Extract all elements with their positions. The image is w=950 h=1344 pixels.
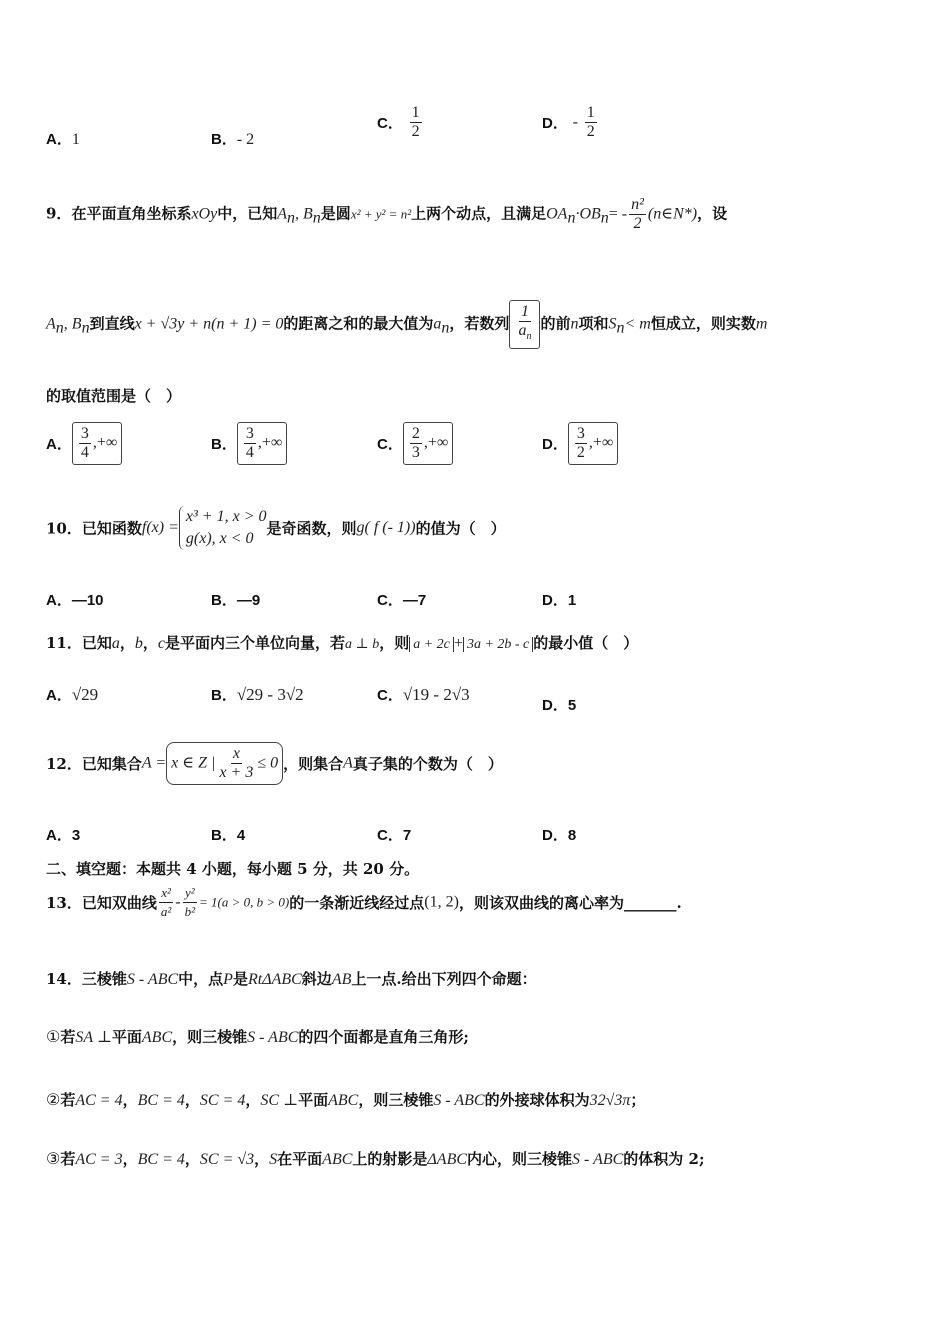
q8-option-b bbox=[211, 128, 254, 149]
q10-line: 10．已知函数f(x) = x³ + 1, x > 0 g(x), x < 0 是奇函数，则g( f (- 1))的值为（ ） bbox=[46, 506, 506, 550]
q9-line-3: 的取值范围是（ ） bbox=[46, 387, 182, 405]
fraction: $\frac{\text{n²}}{2}$ bbox=[631, 196, 644, 232]
fraction: $\frac{1}{a_n}$ bbox=[518, 303, 532, 343]
q9-line-2: $A_n$, $B_n$到直线x + √3y + n(n + 1) = 0的距离之和的最大值为$a_n$，若数列 $\frac{1}{a_n}$ 的前n项和$S_n< m$恒成立，则实数m bbox=[46, 300, 767, 349]
q9-option-d: D． $\frac{3}{2}$ ,+∞ bbox=[542, 422, 618, 465]
q10-option-b: B．—9 bbox=[211, 592, 261, 609]
q14-statement-3: ③若AC = 3，BC = 4，SC = √3，S在平面ABC上的射影是ΔABC内心，则三棱锥S - ABC的体积为 2; bbox=[46, 1149, 705, 1168]
q11-option-a: A．√29 bbox=[46, 685, 99, 704]
option-label: C． bbox=[377, 115, 403, 132]
q12-option-b: B．4 bbox=[211, 827, 246, 844]
q10-option-d: D．1 bbox=[542, 592, 577, 609]
q11-option-d: D．5 bbox=[542, 697, 577, 714]
q14-statement-2: ②若AC = 4，BC = 4，SC = 4，SC ⊥平面ABC，则三棱锥S - ABC的外接球体积为32√3π； bbox=[46, 1090, 646, 1109]
q8-option-a bbox=[46, 128, 80, 149]
q11-option-b: B．√29 - 3√2 bbox=[211, 685, 304, 704]
option-fraction: $\frac{1}{2}$ bbox=[586, 104, 595, 140]
q8-option-c bbox=[377, 104, 424, 141]
q9-option-c: C． $\frac{2}{3}$ ,+∞ bbox=[377, 422, 453, 465]
q12-option-d: D．8 bbox=[542, 827, 577, 844]
option-value: 1 bbox=[71, 131, 80, 148]
option-label: B． bbox=[211, 131, 237, 148]
q9-option-b: B． $\frac{3}{4}$ ,+∞ bbox=[211, 422, 287, 465]
q8-option-d: D． - $\frac{1}{2}$ bbox=[542, 104, 595, 140]
q9-option-a: A． $\frac{3}{4}$ ,+∞ bbox=[46, 422, 122, 465]
q13-line: 13．已知双曲线 $\frac{\text{x²}}{\text{a²}}$ - $\frac{\text{y²}}{\text{b²}}$ = 1(a > 0, b > 0)的一条渐近线经过点(1, 2)，则该双曲线的离心率为_______. bbox=[46, 885, 682, 919]
option-label: A． bbox=[46, 131, 72, 148]
option-fraction: $\frac{1}{2}$ bbox=[411, 104, 420, 140]
option-label: D． bbox=[542, 115, 568, 132]
q10-option-a: A．—10 bbox=[46, 592, 104, 609]
fraction: $\frac{x}{x + 3}$ bbox=[219, 745, 254, 781]
q12-line: 12．已知集合A = x ∈ Z | $\frac{x}{x + 3}$ ≤ 0 ，则集合A真子集的个数为（ ） bbox=[46, 742, 503, 785]
q11-option-c: C．√19 - 2√3 bbox=[377, 685, 470, 704]
q12-option-c: C．7 bbox=[377, 827, 412, 844]
question-number: 9． bbox=[46, 204, 72, 223]
q11-line: 11．已知a，b，c是平面内三个单位向量，若a ⊥ b，则 a + 2c + 3a + 2b - c 的最小值（ ） bbox=[46, 634, 639, 652]
q12-option-a: A．3 bbox=[46, 827, 81, 844]
q10-option-c: C．—7 bbox=[377, 592, 427, 609]
section-heading: 二、填空题：本题共 4 小题，每小题 5 分，共 20 分。 bbox=[46, 860, 420, 878]
q14-statement-1: ①若SA ⊥平面ABC，则三棱锥S - ABC的四个面都是直角三角形; bbox=[46, 1027, 469, 1046]
option-value: - 2 bbox=[236, 131, 255, 148]
q14-line-1: 14．三棱锥S - ABC中，点P是RtΔABC斜边AB上一点.给出下列四个命题： bbox=[46, 970, 537, 988]
q9-line-1: 9．在平面直角坐标系xOy中，已知$A_n$, $B_n$是圆x² + y² = n²上两个动点，且满足$OA_n\cdot OB_n=$ - $\frac{\text{n²}}{2}$ (n∈N*)，设 bbox=[46, 196, 728, 232]
